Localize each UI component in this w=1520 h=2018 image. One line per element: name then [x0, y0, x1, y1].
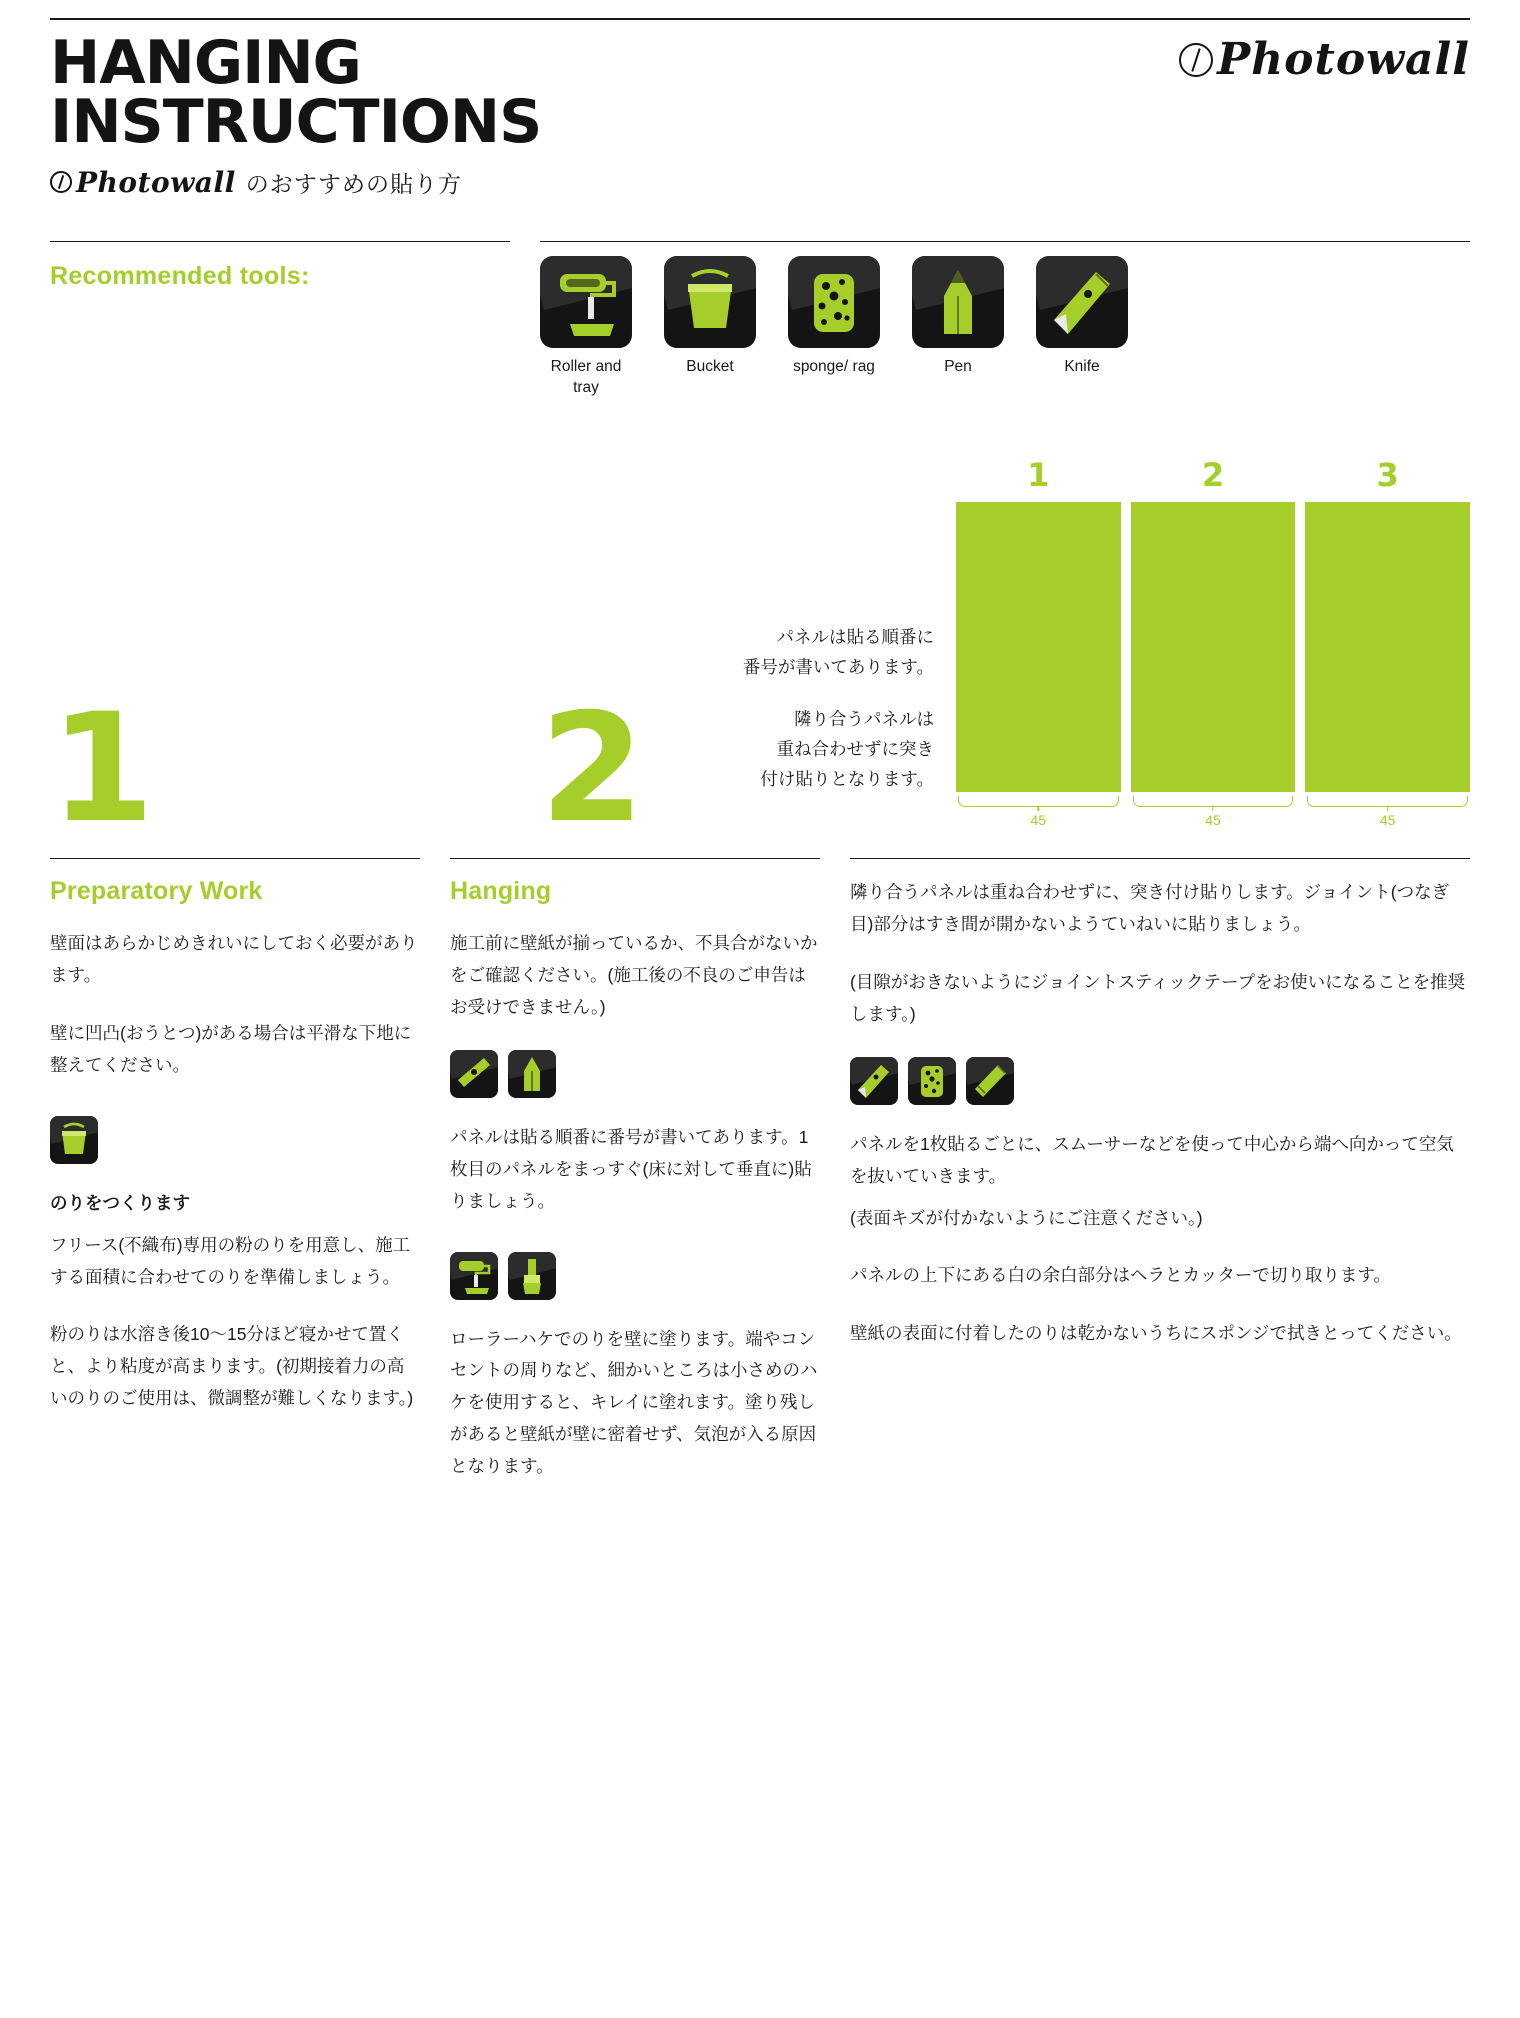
panel-3	[1305, 502, 1470, 792]
body-divider-row	[50, 858, 1470, 859]
panel-diagram	[956, 456, 1470, 828]
page-title	[50, 28, 542, 157]
column-1-heading: Preparatory Work	[50, 877, 263, 906]
col1-paragraph-3: フリース(不織布)専用の粉のりを用意し、施工する面積に合わせてのりを準備しましょう。	[50, 1234, 411, 1287]
panel-note	[672, 622, 934, 828]
panel-dimension-1	[956, 796, 1121, 828]
col3-paragraph-4: (表面キズが付かないようにご注意ください。)	[850, 1207, 1203, 1228]
step-one-number-block	[50, 682, 510, 857]
panel-width-1: 45	[1030, 812, 1047, 829]
photowall-mark-icon	[50, 171, 72, 193]
panel-note-1	[672, 622, 934, 682]
panel-dimension-row	[956, 796, 1470, 828]
panel-number-1: 1	[1027, 456, 1050, 495]
title-block	[50, 28, 542, 199]
subtitle-row	[50, 166, 541, 199]
tool-item-roller	[540, 256, 632, 399]
body-divider-1	[50, 858, 420, 859]
knife-icon	[1036, 256, 1128, 348]
tools-divider-left	[50, 241, 510, 242]
col1-paragraph-1: 壁面はあらかじめきれいにしておく必要があります。	[50, 933, 418, 986]
column-joints-and-finishing	[850, 873, 1470, 1508]
photowall-logo-large	[1179, 34, 1470, 85]
brace-icon-2	[1133, 796, 1294, 807]
tool-caption-sponge: sponge/ rag	[793, 357, 875, 375]
pen-icon	[912, 256, 1004, 348]
brace-icon-3	[1307, 796, 1468, 807]
col2-paragraph-2: パネルは貼る順番に番号が書いてあります。1枚目のパネルをまっすぐ(床に対して垂直に)貼りましょう。	[450, 1126, 812, 1211]
tools-label: Recommended tools:	[50, 261, 310, 290]
smoother-icon	[966, 1057, 1014, 1105]
panel-note-1-line2: 番号が書いてあります。	[742, 657, 934, 678]
step-two-block	[540, 456, 1470, 857]
panel-note-2-line2: 重ね合わせずに突き	[776, 739, 934, 760]
knife-icon-small	[850, 1057, 898, 1105]
col3-icon-row	[850, 1057, 1470, 1105]
sponge-icon	[788, 256, 880, 348]
tool-item-pen	[912, 256, 1004, 399]
roller-icon	[540, 256, 632, 348]
page-title-line1: HANGING	[50, 28, 361, 98]
tools-icon-list	[540, 256, 1128, 399]
subtitle-text: のおすすめの貼り方	[245, 170, 462, 197]
step-two-number: 2	[540, 682, 642, 857]
tools-divider-row	[50, 241, 1470, 242]
pen-icon-small	[508, 1050, 556, 1098]
panel-2	[1131, 502, 1296, 792]
col2-icon-row-2	[450, 1252, 820, 1300]
panel-width-2: 45	[1205, 812, 1221, 829]
col3-paragraph-1: 隣り合うパネルは重ね合わせずに、突き付け貼りします。ジョイント(つなぎ目)部分はすき間が開かないようていねいに貼りましょう。	[850, 882, 1450, 935]
col1-icon-row	[50, 1116, 420, 1164]
panel-note-1-line1: パネルは貼る順番に	[776, 626, 934, 647]
panel-number-3: 3	[1376, 456, 1399, 495]
column-hanging	[450, 873, 820, 1508]
column-preparatory-work	[50, 873, 420, 1508]
instruction-sheet	[0, 18, 1520, 2018]
tool-item-knife	[1036, 256, 1128, 399]
column-2-heading: Hanging	[450, 877, 552, 906]
steps-overview	[50, 456, 1470, 857]
recommended-tools-section	[50, 241, 1470, 399]
col3-paragraph-6: 壁紙の表面に付着したのりは乾かないうちにスポンジで拭きとってください。	[850, 1323, 1462, 1344]
col2-icon-row-1	[450, 1050, 820, 1098]
brace-icon-1	[958, 796, 1119, 807]
panel-row	[956, 502, 1470, 792]
panel-note-2	[672, 704, 934, 794]
body-divider-3	[850, 858, 1470, 859]
tool-item-sponge	[788, 256, 880, 399]
body-columns	[50, 873, 1470, 1548]
photowall-logo-small-text: Photowall	[76, 165, 236, 199]
roller-icon-small	[450, 1252, 498, 1300]
photowall-logo-large-text: Photowall	[1217, 34, 1470, 85]
panel-number-2: 2	[1201, 456, 1225, 495]
tool-caption-bucket: Bucket	[686, 357, 734, 375]
panel-dimension-2	[1131, 796, 1296, 828]
col3-paragraph-2: (目隙がおきないようにジョイントスティックテープをお使いになることを推奨します。)	[850, 972, 1466, 1024]
col1-paragraph-4: 粉のりは水溶き後10〜15分ほど寝かせて置くと、より粘度が高まります。(初期接着力の高いのりのご使用は、微調整が難しくなります。)	[50, 1324, 414, 1409]
tool-item-bucket	[664, 256, 756, 399]
bucket-icon-small	[50, 1116, 98, 1164]
sponge-icon-small	[908, 1057, 956, 1105]
panel-note-2-line3: 付け貼りとなります。	[760, 769, 934, 790]
col1-sub-heading: のりをつくります	[50, 1192, 190, 1213]
panel-number-row	[956, 456, 1470, 494]
body-divider-2	[450, 858, 820, 859]
panel-width-3: 45	[1379, 812, 1396, 829]
brand-logo	[1179, 34, 1470, 85]
col3-paragraph-5: パネルの上下にある白の余白部分はヘラとカッターで切り取ります。	[850, 1265, 1391, 1286]
col1-paragraph-2: 壁に凹凸(おうとつ)がある場合は平滑な下地に整えてください。	[50, 1023, 412, 1075]
page-title-line2: INSTRUCTIONS	[50, 86, 542, 157]
tools-divider-right	[540, 241, 1470, 242]
header	[50, 20, 1470, 199]
tool-caption-pen: Pen	[944, 357, 972, 375]
tools-body	[50, 256, 1470, 399]
tool-caption-roller: Roller and tray	[550, 357, 622, 396]
tool-caption-knife: Knife	[1064, 357, 1100, 375]
bucket-icon	[664, 256, 756, 348]
level-icon	[450, 1050, 498, 1098]
photowall-logo-small	[50, 166, 236, 199]
panel-dimension-3	[1305, 796, 1470, 828]
photowall-mark-icon-large	[1179, 43, 1213, 77]
panel-note-2-line1: 隣り合うパネルは	[794, 709, 934, 730]
col3-paragraph-3: パネルを1枚貼るごとに、スムーサーなどを使って中心から端へ向かって空気を抜いていきます。	[850, 1133, 1454, 1186]
step-one-number: 1	[50, 682, 152, 857]
col2-paragraph-1: 施工前に壁紙が揃っているか、不具合がないかをご確認ください。(施工後の不良のご申告はお受けできません。)	[450, 933, 818, 1018]
col2-paragraph-3: ローラーハケでのりを壁に塗ります。端やコンセントの周りなど、細かいところは小さめのハケを使用すると、キレイに塗れます。塗り残しがあると壁紙が壁に密着せず、気泡が入る原因となります。	[450, 1328, 818, 1476]
brush-icon	[508, 1252, 556, 1300]
panel-1	[956, 502, 1121, 792]
